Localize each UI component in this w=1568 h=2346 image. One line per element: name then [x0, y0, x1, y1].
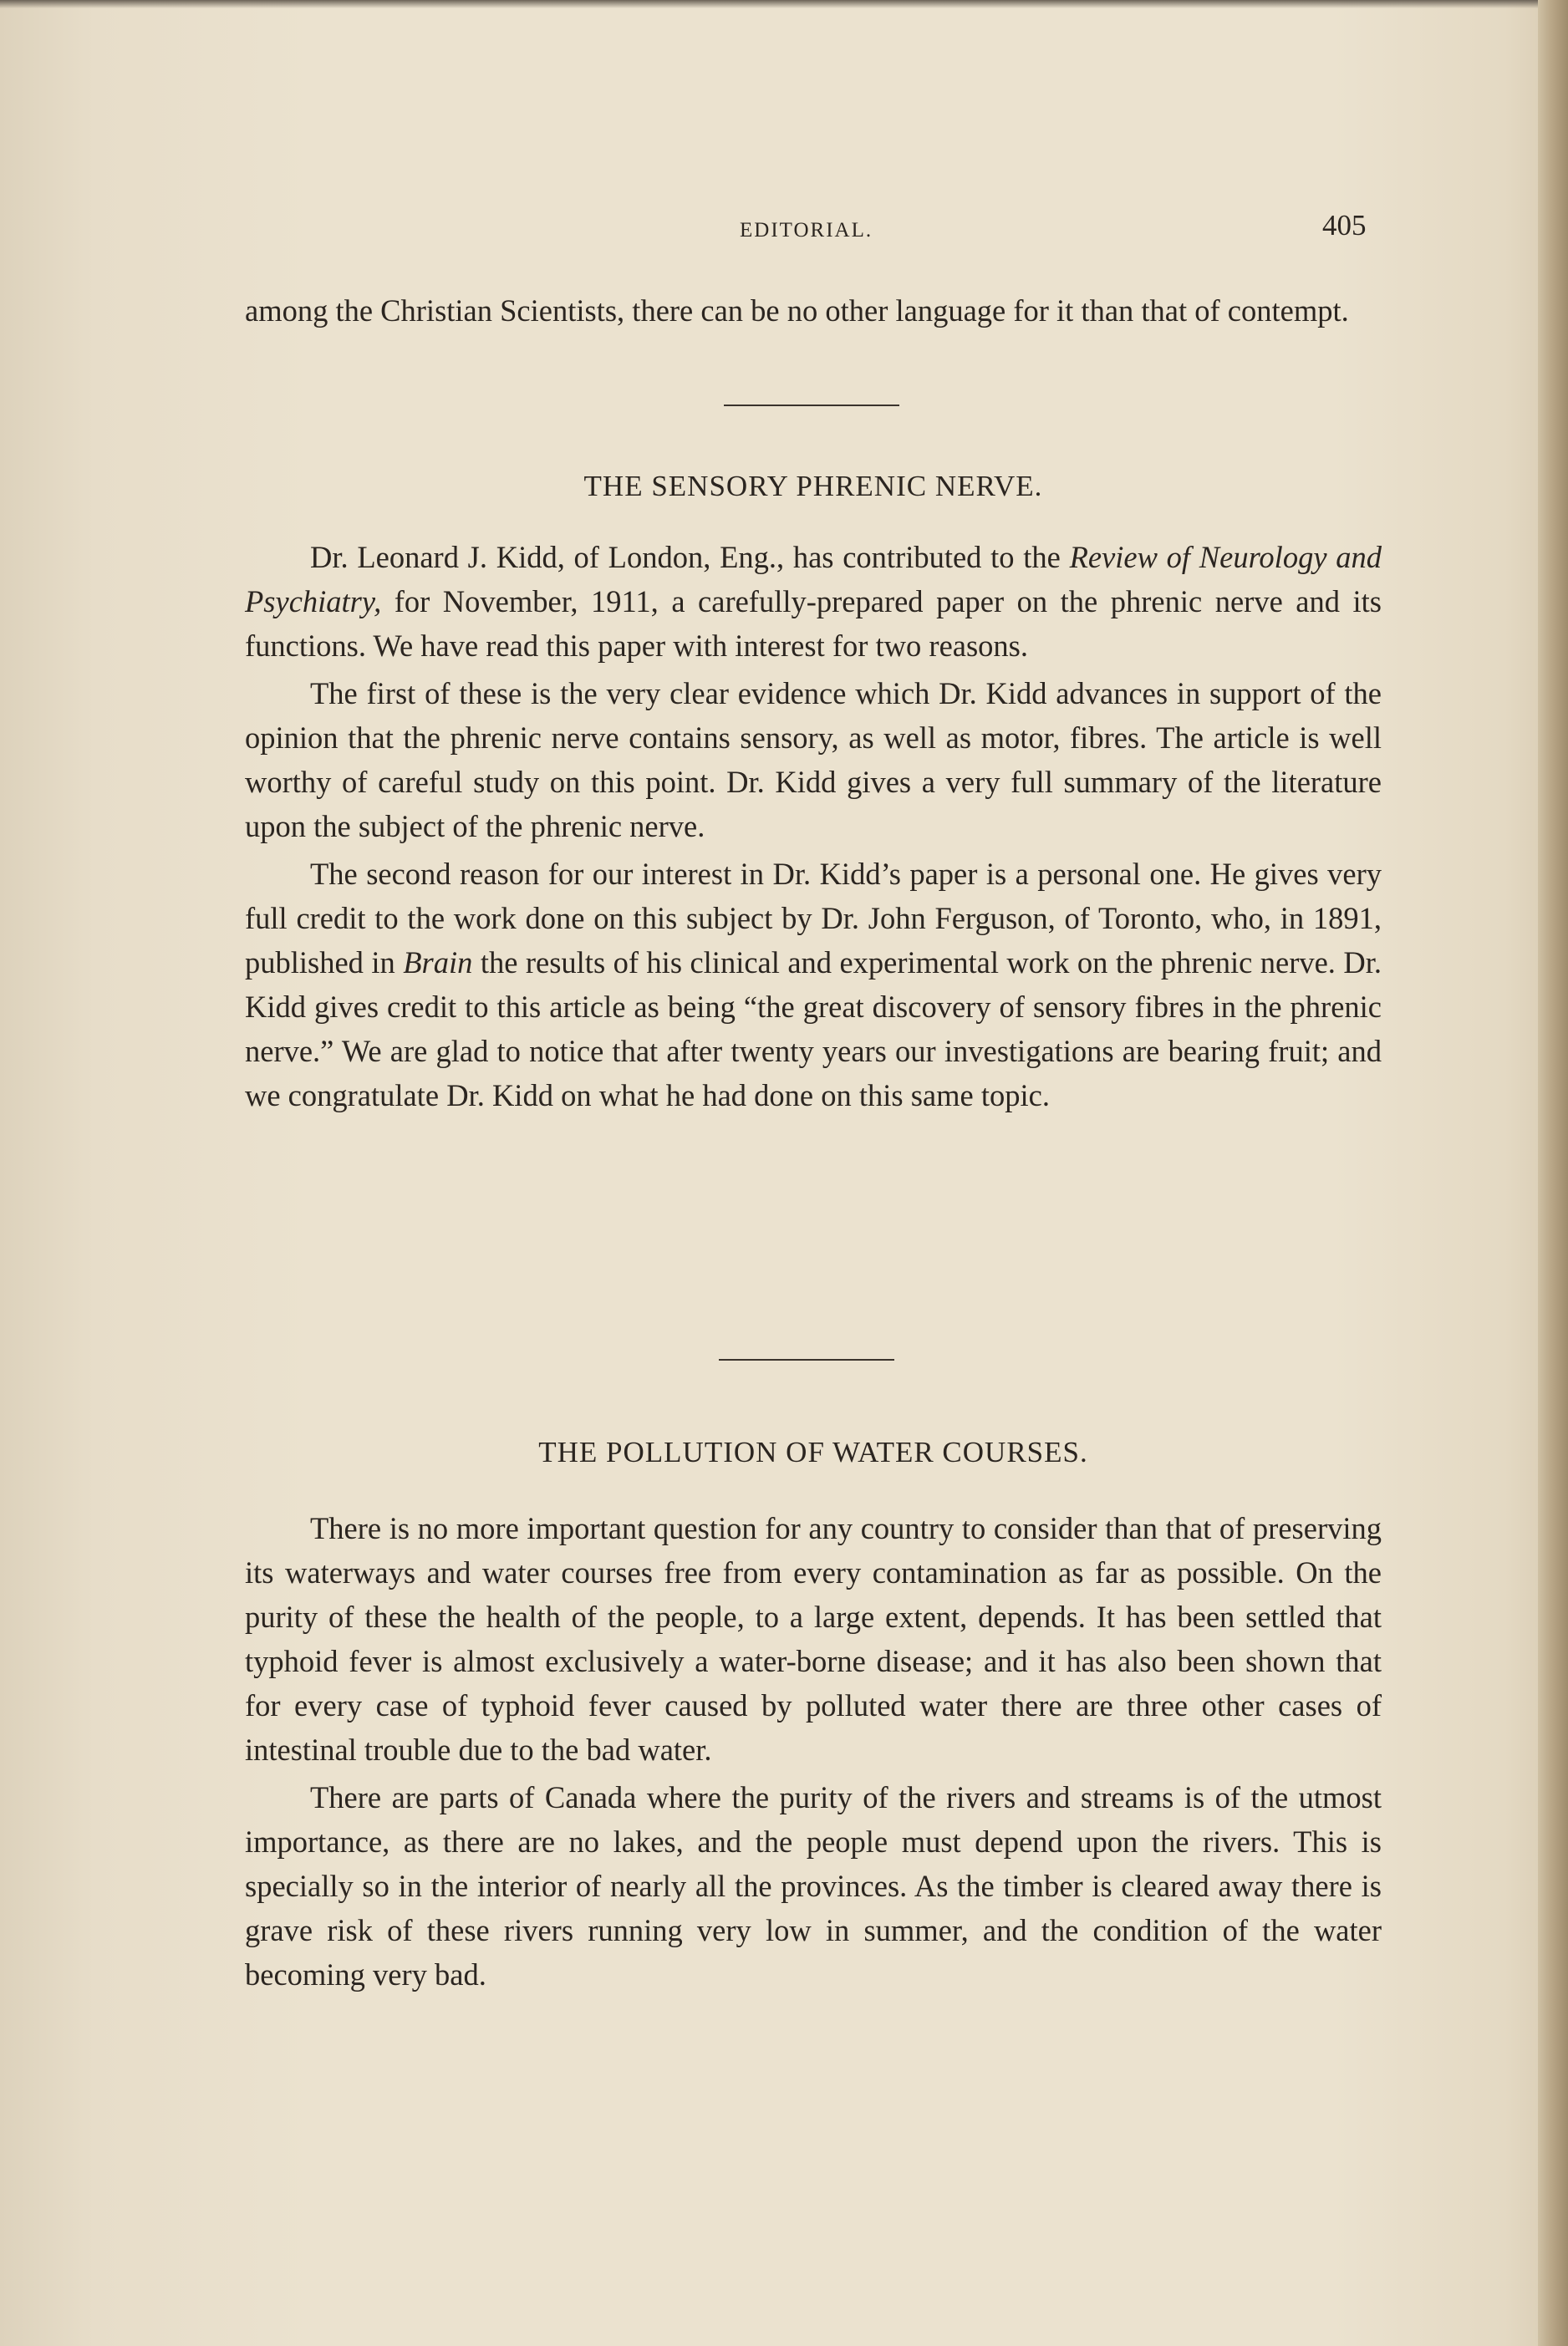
paragraph-phrenic-2: The first of these is the very clear evidence which Dr. Kidd advances in support of the opinion that the phrenic nerve contains sensory, as well as motor, fibres. The article is well worthy of careful study on this point. Dr. Kidd gives a very full summary of the literature upon the subject of the phrenic nerve. — [245, 676, 1382, 843]
paragraph-phrenic-3 — [245, 852, 1382, 1117]
section-water-courses-body — [245, 1506, 1382, 1997]
journal-title-brain: Brain — [403, 945, 473, 980]
section-divider-2 — [719, 1359, 894, 1361]
section-phrenic-nerve-body — [245, 535, 1382, 1117]
paragraph-phrenic-3-end: the results of his clinical and experimental work on the phrenic nerve. Dr. Kidd gives credit to this article as being “the great discovery of sensory fibres in the phrenic nerve.” We are glad to notice that after twenty years our investigations are bearing fruit; and we congratulate Dr. Kidd on what he had done on this same topic. — [245, 945, 1382, 1112]
journal-title: Review of Neurology and Psychiatry, — [245, 540, 1382, 618]
page-edge — [1538, 0, 1568, 2346]
page-number: 405 — [1322, 209, 1367, 242]
paragraph-water-1: There is no more important question for any country to consider than that of preserving its waterways and water courses free from every contamination as far as possible. On the purity of these the health of the people, to a large extent, depends. It has been settled that typhoid fever is almost exclusively a water-borne disease; and it has also been shown that for every case of typhoid fever caused by polluted water there are three other cases of intestinal trouble due to the bad water. — [245, 1511, 1382, 1767]
intro-paragraph-block — [245, 288, 1382, 333]
page-top-shadow — [0, 0, 1568, 8]
paragraph-phrenic-1-start: Dr. Leonard J. Kidd, of London, Eng., has contributed to the — [310, 540, 1070, 574]
section-divider-1 — [724, 405, 899, 406]
paragraph-water-2: There are parts of Canada where the purity of the rivers and streams is of the utmost importance, as there are no lakes, and the people must depend upon the rivers. This is specially so in the interior of nearly all the provinces. As the timber is cleared away there is grave risk of these rivers running very low in summer, and the condition of the water becoming very bad. — [245, 1780, 1382, 1992]
intro-paragraph: among the Christian Scientists, there can be no other language for it than that of contempt. — [245, 293, 1349, 328]
page-header — [0, 209, 1568, 251]
section-title-phrenic-nerve: THE SENSORY PHRENIC NERVE. — [583, 470, 1043, 502]
paragraph-phrenic-1-end: for November, 1911, a carefully-prepared paper on the phrenic nerve and its functions. We have read this paper with interest for two reasons. — [245, 584, 1382, 663]
running-head: EDITORIAL. — [740, 219, 873, 242]
section-title-water-courses: THE POLLUTION OF WATER COURSES. — [538, 1436, 1088, 1468]
paragraph-phrenic-1 — [245, 535, 1382, 668]
paragraph-phrenic-3-start: The second reason for our interest in Dr. Kidd’s paper is a personal one. He gives very full credit to the work done on this subject by Dr. John Ferguson, of Toronto, who, in 1891, published in — [245, 857, 1382, 980]
